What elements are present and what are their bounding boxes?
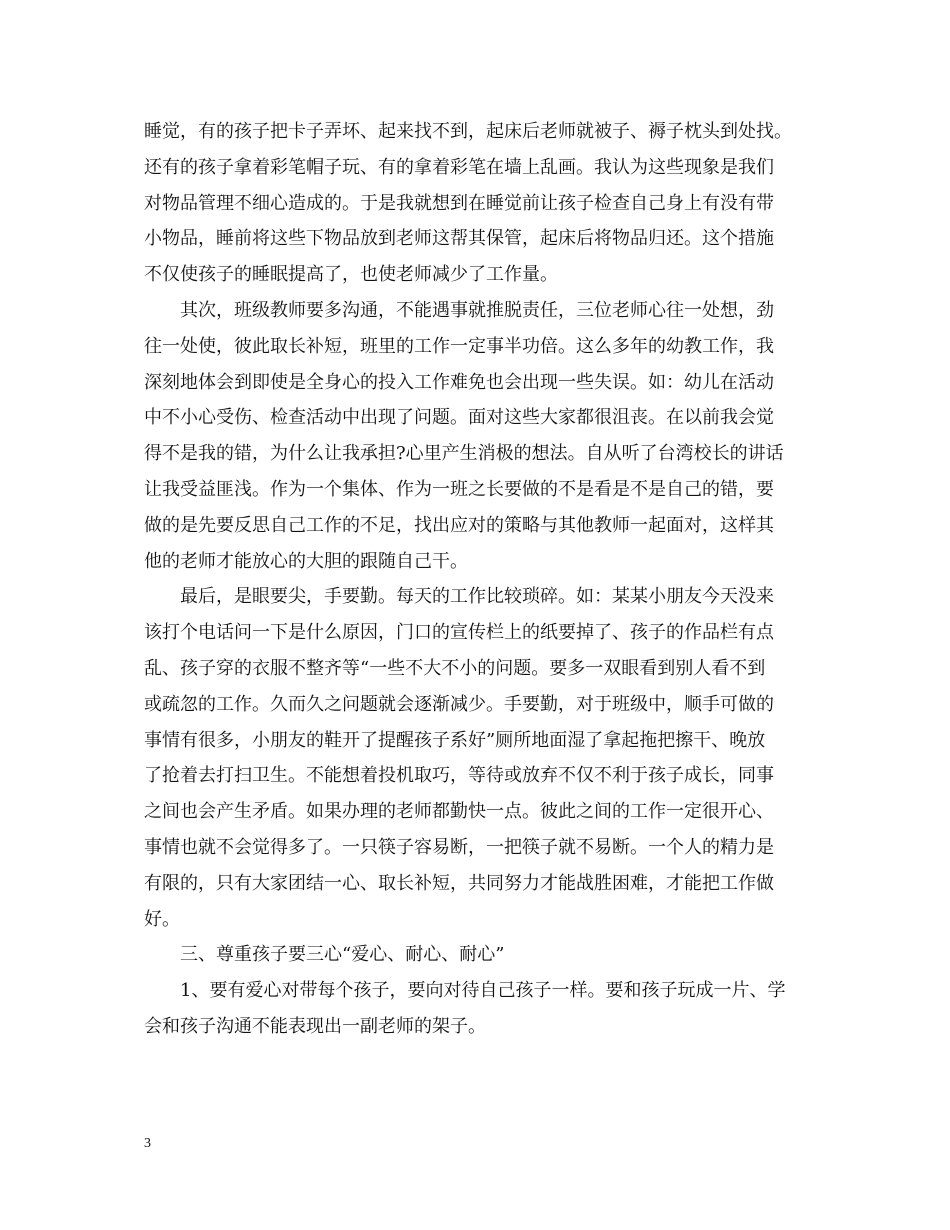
text-line: 1、要有爱心对带每个孩子，要向对待自己孩子一样。要和孩子玩成一片、学 <box>180 980 786 1002</box>
text-line: 了抢着去打扫卫生。不能想着投机取巧，等待或放弃不仅不利于孩子成长，同事 <box>144 765 774 787</box>
text-line: 让我受益匪浅。作为一个集体、作为一班之长要做的不是看是不是自己的错，要 <box>144 478 774 500</box>
text-line: 中不小心受伤、检查活动中出现了问题。面对这些大家都很沮丧。在以前我会觉 <box>144 407 774 429</box>
text-line: 他的老师才能放心的大胆的跟随自己干。 <box>144 550 468 572</box>
text-line: 得不是我的错，为什么让我承担?心里产生消极的想法。自从听了台湾校长的讲话 <box>144 443 784 465</box>
text-line: 还有的孩子拿着彩笔帽子玩、有的拿着彩笔在墙上乱画。我认为这些现象是我们 <box>144 156 774 178</box>
text-line: 睡觉，有的孩子把卡子弄坏、起来找不到，起床后老师就被子、褥子枕头到处找。 <box>144 121 792 142</box>
text-line: 不仅使孩子的睡眠提高了，也使老师减少了工作量。 <box>144 264 558 286</box>
text-line: 有限的，只有大家团结一心、取长补短，共同努力才能战胜困难，才能把工作做 <box>144 872 774 894</box>
text-line: 往一处使，彼此取长补短，班里的工作一定事半功倍。这么多年的幼教工作，我 <box>144 335 774 357</box>
text-line: 事情也就不会觉得多了。一只筷子容易断，一把筷子就不易断。一个人的精力是 <box>144 836 774 858</box>
text-line: 或疏忽的工作。久而久之问题就会逐渐减少。手要勤，对于班级中，顺手可做的 <box>144 693 774 715</box>
text-line: 对物品管理不细心造成的。于是我就想到在睡觉前让孩子检查自己身上有没有带 <box>144 192 774 214</box>
document-body <box>144 114 812 1045</box>
text-line: 该打个电话问一下是什么原因，门口的宣传栏上的纸要掉了、孩子的作品栏有点 <box>144 622 774 644</box>
text-line: 三、尊重孩子要三心“爱心、耐心、耐心” <box>180 944 505 966</box>
text-line: 之间也会产生矛盾。如果办理的老师都勤快一点。彼此之间的工作一定很开心、 <box>144 801 774 823</box>
text-line: 会和孩子沟通不能表现出一副老师的架子。 <box>144 1015 486 1037</box>
text-line: 事情有很多，小朋友的鞋开了提醒孩子系好”厕所地面湿了拿起拖把擦干、晚放 <box>144 729 766 751</box>
page-number: 3 <box>144 1136 151 1151</box>
text-line: 做的是先要反思自己工作的不足，找出应对的策略与其他教师一起面对，这样其 <box>144 514 774 536</box>
text-line: 深刻地体会到即使是全身心的投入工作难免也会出现一些失误。如：幼儿在活动 <box>144 371 774 393</box>
text-line: 好。 <box>144 908 180 930</box>
text-line: 最后，是眼要尖，手要勤。每天的工作比较琐碎。如：某某小朋友今天没来 <box>180 586 774 608</box>
text-line: 其次，班级教师要多沟通，不能遇事就推脱责任，三位老师心往一处想，劲 <box>180 299 774 321</box>
text-line: 乱、孩子穿的衣服不整齐等“一些不大不小的问题。要多一双眼看到别人看不到 <box>144 657 766 679</box>
text-line: 小物品，睡前将这些下物品放到老师这帮其保管，起床后将物品归还。这个措施 <box>144 228 774 250</box>
